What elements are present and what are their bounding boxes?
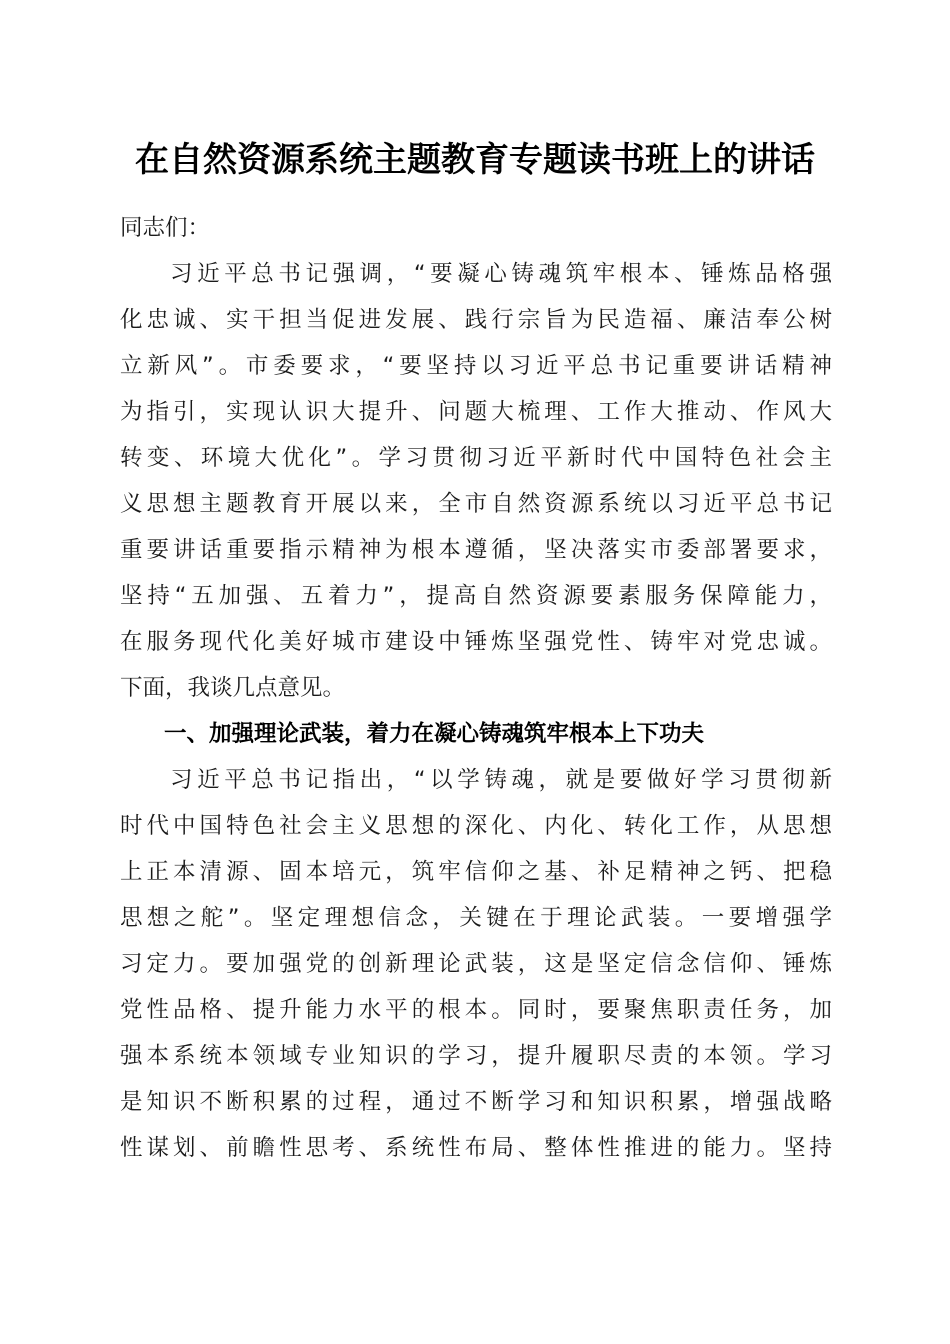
paragraph-line: 习近平总书记强调，“要凝心铸魂筑牢根本、锤炼品格强 <box>170 261 832 287</box>
salutation: 同志们： <box>120 215 211 241</box>
paragraph-line: 坚持“五加强、五着力”，提高自然资源要素服务保障能力， <box>120 583 832 609</box>
paragraph-line: 转变、环境大优化”。学习贯彻习近平新时代中国特色社会主 <box>120 445 832 471</box>
paragraph-2 <box>120 757 832 1171</box>
paragraph-line: 性谋划、前瞻性思考、系统性布局、整体性推进的能力。坚持 <box>120 1135 832 1161</box>
paragraph-1 <box>120 251 832 711</box>
section-heading: 一、加强理论武装，着力在凝心铸魂筑牢根本上下功夫 <box>164 721 705 747</box>
paragraph-line: 时代中国特色社会主义思想的深化、内化、转化工作，从思想 <box>120 813 832 839</box>
paragraph-line: 强本系统本领域专业知识的学习，提升履职尽责的本领。学习 <box>120 1043 832 1069</box>
paragraph-line: 化忠诚、实干担当促进发展、践行宗旨为民造福、廉洁奉公树 <box>120 307 832 333</box>
paragraph-line: 思想之舵”。坚定理想信念，关键在于理论武装。一要增强学 <box>120 905 832 931</box>
paragraph-line: 习定力。要加强党的创新理论武装，这是坚定信念信仰、锤炼 <box>120 951 832 977</box>
document-body <box>120 205 832 1171</box>
paragraph-line: 上正本清源、固本培元，筑牢信仰之基、补足精神之钙、把稳 <box>120 859 832 885</box>
paragraph-line: 党性品格、提升能力水平的根本。同时，要聚焦职责任务，加 <box>120 997 832 1023</box>
paragraph-line: 立新风”。市委要求，“要坚持以习近平总书记重要讲话精神 <box>120 353 832 379</box>
paragraph-line: 习近平总书记指出，“以学铸魂，就是要做好学习贯彻新 <box>170 767 832 793</box>
paragraph-line: 在服务现代化美好城市建设中锤炼坚强党性、铸牢对党忠诚。 <box>120 629 832 655</box>
paragraph-line: 重要讲话重要指示精神为根本遵循，坚决落实市委部署要求， <box>120 537 832 563</box>
paragraph-line: 下面，我谈几点意见。 <box>120 675 346 701</box>
document-title: 在自然资源系统主题教育专题读书班上的讲话 <box>135 140 815 180</box>
paragraph-line: 义思想主题教育开展以来，全市自然资源系统以习近平总书记 <box>120 491 832 517</box>
paragraph-line: 是知识不断积累的过程，通过不断学习和知识积累，增强战略 <box>120 1089 832 1115</box>
paragraph-line: 为指引，实现认识大提升、问题大梳理、工作大推动、作风大 <box>120 399 832 425</box>
